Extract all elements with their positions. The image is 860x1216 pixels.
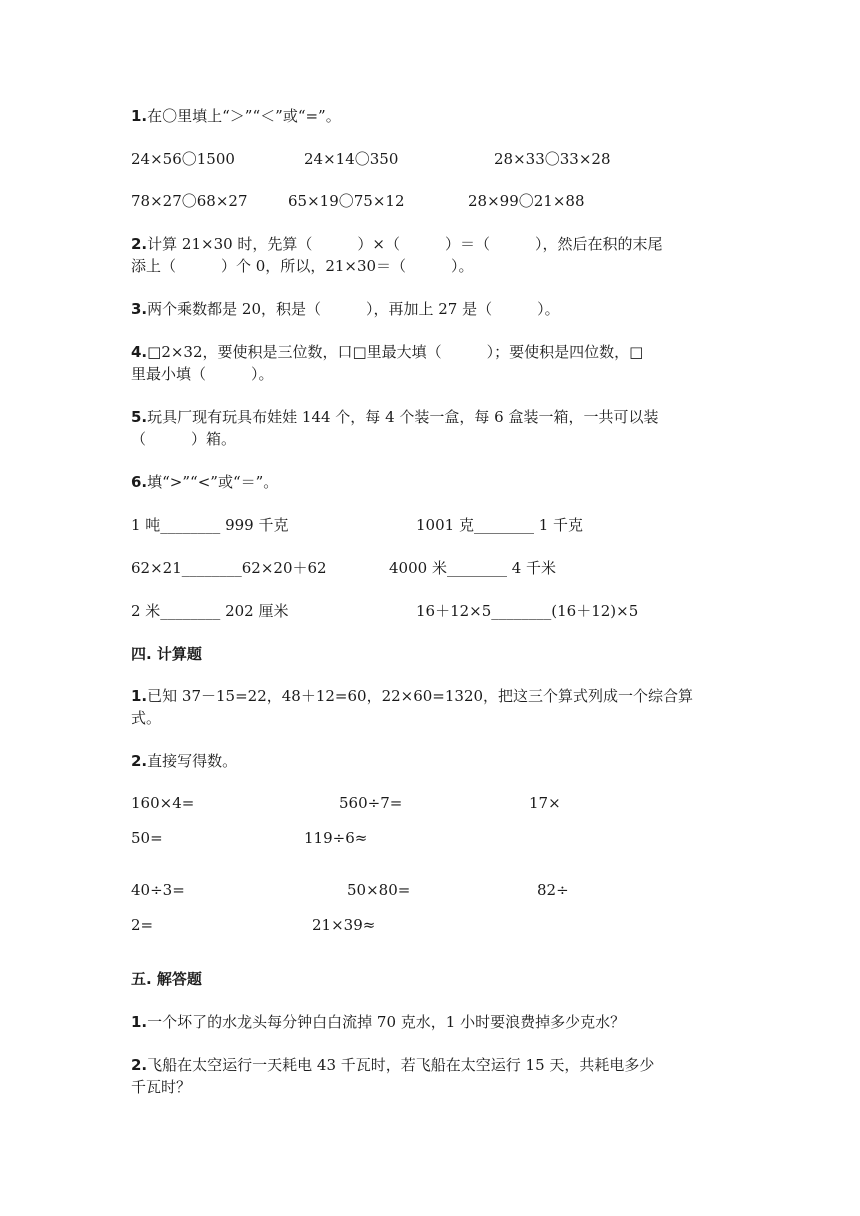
compare-item: 78×27〇68×27: [131, 192, 248, 210]
section-title-word-problems: 五. 解答题: [131, 970, 202, 988]
question-text: □2×32，要使积是三位数，口□里最大填（ ）；要使积是四位数，□: [147, 343, 644, 361]
question-number: 1.: [131, 687, 148, 705]
question-6: [131, 471, 278, 493]
question-4-continued: 里最小填（ ）。: [131, 365, 274, 383]
oral-calc-item: 50×80=: [347, 881, 411, 899]
question-text: 玩具厂现有玩具布娃娃 144 个，每 4 个装一盒，每 6 盒装一箱，一共可以装: [147, 408, 659, 426]
question-text: 飞船在太空运行一天耗电 43 千瓦时，若飞船在太空运行 15 天，共耗电多少: [147, 1056, 655, 1074]
oral-calc-item: 17×: [529, 794, 561, 812]
word-problem-2: [131, 1054, 654, 1076]
question-number: 4.: [131, 343, 148, 361]
question-number: 3.: [131, 300, 148, 318]
fill-item: 1001 克________ 1 千克: [416, 516, 584, 534]
compare-item: 28×33〇33×28: [494, 150, 611, 168]
question-2: [131, 233, 663, 255]
oral-calc-item: 119÷6≈: [304, 829, 368, 847]
question-number: 2.: [131, 1056, 148, 1074]
question-number: 2.: [131, 235, 148, 253]
compare-item: 24×56〇1500: [131, 150, 235, 168]
calc-question-2: [131, 750, 237, 772]
calc-question-1-continued: 式。: [131, 709, 162, 727]
question-1: [131, 105, 341, 127]
fill-item: 2 米________ 202 厘米: [131, 602, 289, 620]
compare-item: 24×14〇350: [304, 150, 399, 168]
question-text: 计算 21×30 时，先算（ ）×（ ）＝（ ），然后在积的末尾: [147, 235, 663, 253]
question-number: 6.: [131, 473, 148, 491]
question-5-continued: （ ）箱。: [131, 430, 237, 448]
question-5: [131, 406, 658, 428]
word-problem-2-continued: 千瓦时？: [131, 1078, 192, 1096]
oral-calc-item: 21×39≈: [312, 916, 376, 934]
fill-item: 1 吨________ 999 千克: [131, 516, 289, 534]
fill-item: 16＋12×5________(16＋12)×5: [416, 602, 639, 620]
calc-question-1: [131, 685, 693, 707]
question-text: 两个乘数都是 20，积是（ ），再加上 27 是（ ）。: [147, 300, 560, 318]
question-text: 已知 37－15=22，48＋12=60，22×60=1320，把这三个算式列成一个综合算: [147, 687, 694, 705]
question-number: 1.: [131, 107, 148, 125]
question-3: [131, 298, 560, 320]
fill-item: 4000 米________ 4 千米: [389, 559, 557, 577]
word-problem-1: [131, 1011, 625, 1033]
question-number: 2.: [131, 752, 148, 770]
compare-item: 28×99〇21×88: [468, 192, 585, 210]
question-2-continued: 添上（ ）个 0，所以，21×30＝（ ）。: [131, 257, 474, 275]
fill-item: 62×21________62×20＋62: [131, 559, 327, 577]
question-text: 一个坏了的水龙头每分钟白白流掉 70 克水，1 小时要浪费掉多少克水？: [147, 1013, 626, 1031]
oral-calc-item: 160×4=: [131, 794, 195, 812]
compare-item: 65×19〇75×12: [288, 192, 405, 210]
question-text: 在〇里填上“＞”“＜”或“=”。: [147, 107, 341, 125]
question-number: 1.: [131, 1013, 148, 1031]
question-text: 填“>”“<”或“＝”。: [147, 473, 279, 491]
question-text: 直接写得数。: [147, 752, 238, 770]
question-4: [131, 341, 643, 363]
oral-calc-item: 40÷3=: [131, 881, 185, 899]
section-title-calculation: 四. 计算题: [131, 645, 202, 663]
question-number: 5.: [131, 408, 148, 426]
oral-calc-item: 2=: [131, 916, 154, 934]
oral-calc-item: 560÷7=: [339, 794, 403, 812]
oral-calc-item: 82÷: [537, 881, 569, 899]
oral-calc-item: 50=: [131, 829, 163, 847]
